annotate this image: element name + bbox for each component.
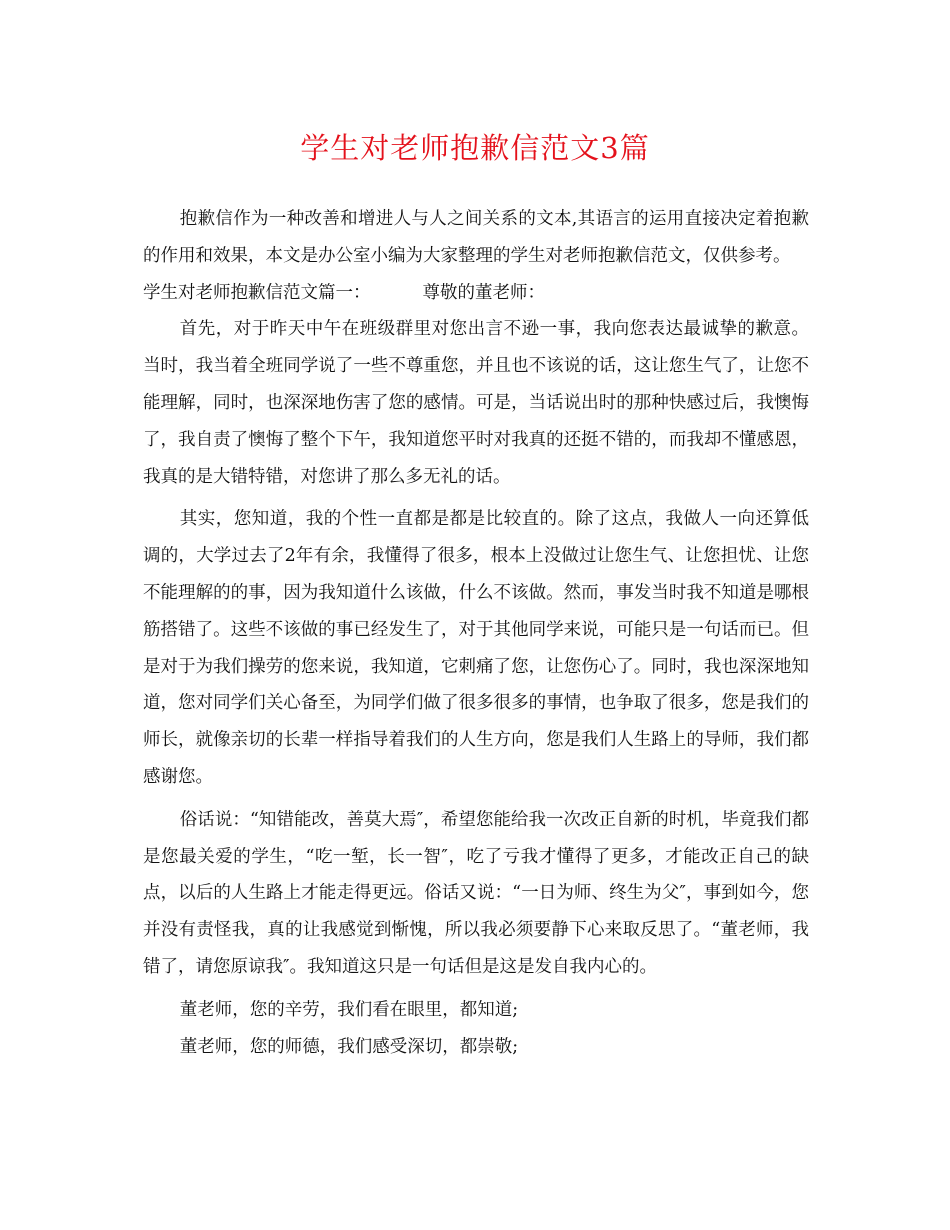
greeting: 尊敬的董老师： (422, 282, 545, 303)
document-body (143, 201, 809, 1065)
body-paragraph-1: 首先，对于昨天中午在班级群里对您出言不逊一事，我向您表达最诚挚的歉意。当时，我当着全班同学说了一些不尊重您，并且也不该说的话，这让您生气了，让您不能理解，同时，也深深地伤害了您的感情。可是，当话说出时的那种快感过后，我懊悔了，我自责了懊悔了整个下午，我知道您平时对我真的还挺不错的，而我却不懂感恩，我真的是大错特错，对您讲了那么多无礼的话。 (143, 319, 809, 487)
body-paragraph-4: 董老师，您的辛劳，我们看在眼里，都知道; (179, 999, 519, 1020)
body-paragraph-5: 董老师，您的师德，我们感受深切，都崇敬; (179, 1036, 519, 1057)
section-heading-line (143, 275, 809, 312)
body-paragraph-3: 俗话说：“知错能改，善莫大焉″，希望您能给我一次改正自新的时机，毕竟我们都是您最关爱的学生，“吃一堑，长一智″，吃了亏我才懂得了更多，才能改正自己的缺点，以后的人生路上才能走得更远。俗话又说：“一日为师、终生为父″，事到如今，您并没有责怪我，真的让我感觉到惭愧，所以我必须要静下心来取反思了。“董老师，我错了，请您原谅我″。我知道这只是一句话但是这是发自我内心的。 (143, 809, 809, 977)
document-title: 学生对老师抱歉信范文3篇 (300, 131, 650, 165)
section-heading: 学生对老师抱歉信范文篇一： (143, 282, 371, 303)
intro-paragraph: 抱歉信作为一种改善和增进人与人之间关系的文本,其语言的运用直接决定着抱歉的作用和效果，本文是办公室小编为大家整理的学生对老师抱歉信范文，仅供参考。 (143, 209, 809, 266)
body-paragraph-2: 其实，您知道，我的个性一直都是都是比较直的。除了这点，我做人一向还算低调的，大学过去了2年有余，我懂得了很多，根本上没做过让您生气、让您担忧、让您不能理解的的事，因为我知道什么该做，什么不该做。然而，事发当时我不知道是哪根筋搭错了。这些不该做的事已经发生了，对于其他同学来说，可能只是一句话而已。但是对于为我们操劳的您来说，我知道，它刺痛了您，让您伤心了。同时，我也深深地知道，您对同学们关心备至，为同学们做了很多很多的事情，也争取了很多，您是我们的师长，就像亲切的长辈一样指导着我们的人生方向，您是我们人生路上的导师，我们都感谢您。 (143, 509, 809, 787)
